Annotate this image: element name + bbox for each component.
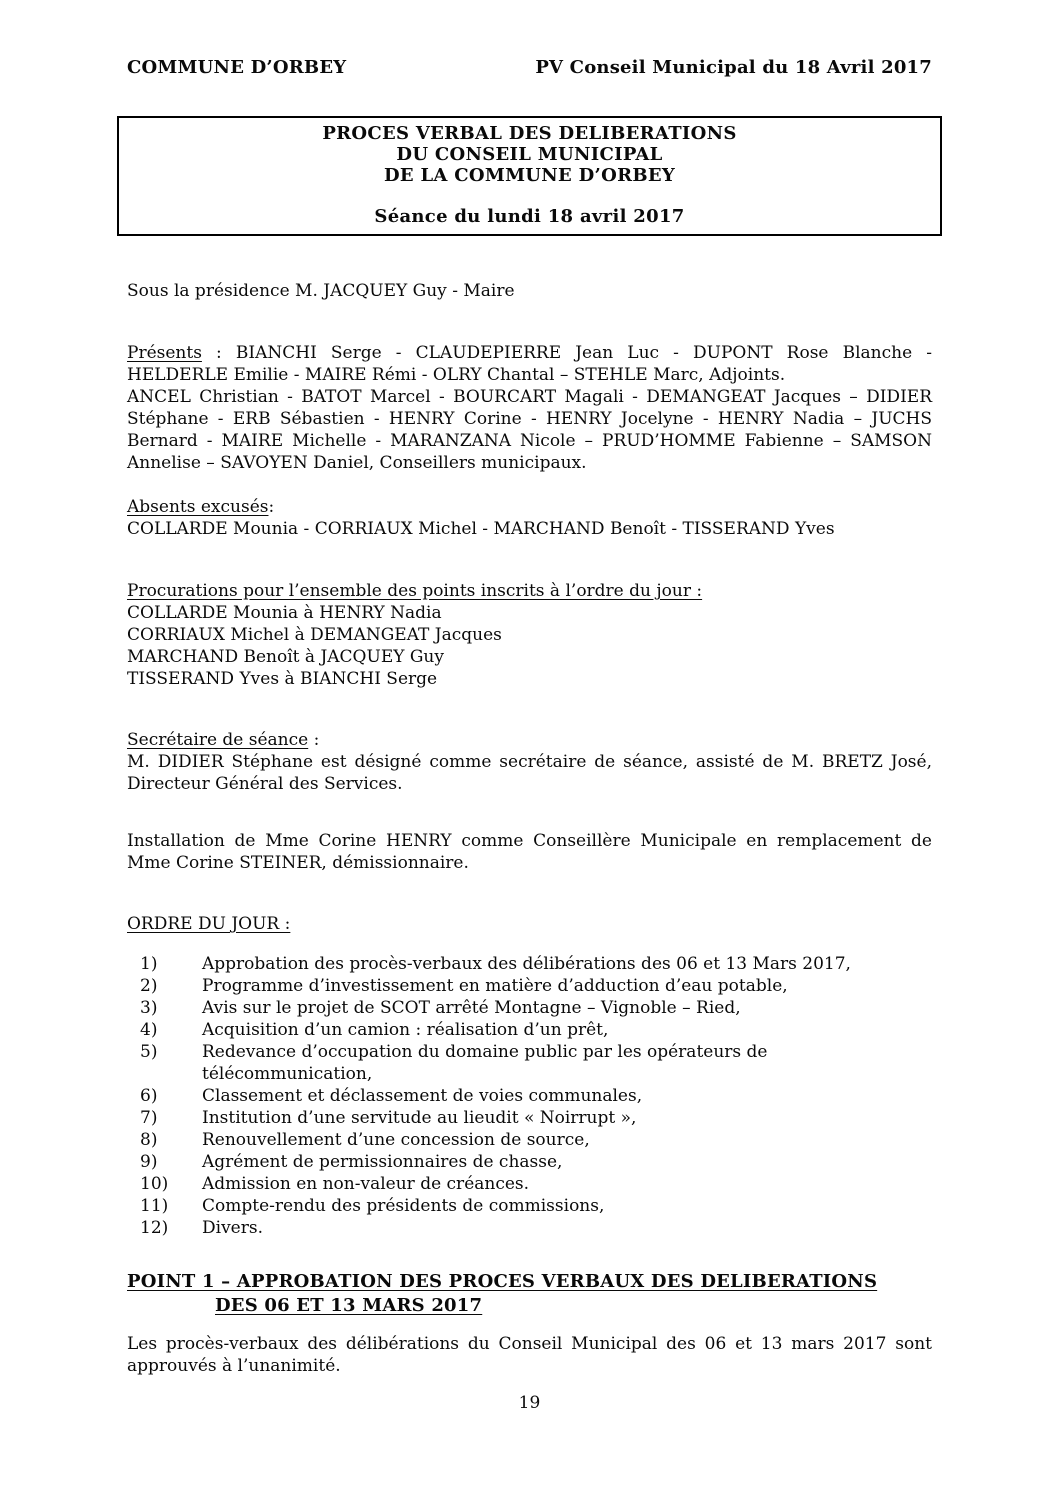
agenda-item-number: 9) bbox=[140, 1152, 158, 1172]
secretaire-heading bbox=[127, 729, 932, 751]
presents-section bbox=[127, 342, 932, 474]
agenda-item bbox=[127, 975, 932, 997]
point1-body: Les procès-verbaux des délibérations du Conseil Municipal des 06 et 13 mars 2017 sont approuvés à l’unanimité. bbox=[127, 1334, 932, 1376]
agenda-item-number: 3) bbox=[140, 998, 158, 1018]
agenda-item-number: 11) bbox=[140, 1196, 169, 1216]
procuration-item: MARCHAND Benoît à JACQUEY Guy bbox=[127, 647, 444, 667]
agenda-item-text: Renouvellement d’une concession de source, bbox=[202, 1130, 590, 1150]
agenda-item bbox=[127, 1151, 932, 1173]
presents-adjoints-text: BIANCHI Serge - CLAUDEPIERRE Jean Luc - DUPONT Rose Blanche - HELDERLE Emilie - MAIRE Rémi - OLRY Chantal – STEHLE Marc, Adjoints. bbox=[127, 343, 932, 385]
agenda-item-number: 2) bbox=[140, 976, 158, 996]
agenda-item-text: Admission en non-valeur de créances. bbox=[202, 1174, 530, 1194]
ordre-du-jour-heading bbox=[127, 913, 932, 935]
point1-heading-line2 bbox=[127, 1294, 932, 1318]
absents-section bbox=[127, 496, 932, 540]
procuration-item: CORRIAUX Michel à DEMANGEAT Jacques bbox=[127, 625, 502, 645]
secretaire-colon: : bbox=[308, 730, 320, 750]
agenda-item-number: 7) bbox=[140, 1108, 158, 1128]
agenda-item-text: Divers. bbox=[202, 1218, 263, 1238]
presents-separator: : bbox=[201, 343, 236, 363]
agenda-item-text: Agrément de permissionnaires de chasse, bbox=[202, 1152, 563, 1172]
procurations-label: Procurations pour l’ensemble des points inscrits à l’ordre du jour : bbox=[127, 581, 703, 601]
agenda-item-number: 8) bbox=[140, 1130, 158, 1150]
agenda-item bbox=[127, 997, 932, 1019]
agenda-item-number: 10) bbox=[140, 1174, 169, 1194]
agenda-item-number: 5) bbox=[140, 1042, 158, 1062]
title-line-3: DE LA COMMUNE D’ORBEY bbox=[383, 165, 676, 186]
agenda-item-number: 12) bbox=[140, 1218, 169, 1238]
point1-heading-line1: POINT 1 – APPROBATION DES PROCES VERBAUX DES DELIBERATIONS bbox=[127, 1271, 878, 1292]
installation-text: Installation de Mme Corine HENRY comme Conseillère Municipale en remplacement de Mme Corine STEINER, démissionnaire. bbox=[127, 831, 932, 873]
title-line-1: PROCES VERBAL DES DELIBERATIONS bbox=[322, 123, 737, 144]
secretaire-section bbox=[127, 729, 932, 795]
absents-heading bbox=[127, 496, 932, 518]
agenda-item bbox=[127, 1019, 932, 1041]
agenda-item-text: Avis sur le projet de SCOT arrêté Montagne – Vignoble – Ried, bbox=[202, 998, 741, 1018]
agenda-item-text: Redevance d’occupation du domaine public par les opérateurs de télécommunication, bbox=[202, 1042, 768, 1084]
point1-heading-line2-text: DES 06 ET 13 MARS 2017 bbox=[215, 1295, 483, 1316]
agenda-item bbox=[127, 1107, 932, 1129]
secretaire-text: M. DIDIER Stéphane est désigné comme secrétaire de séance, assisté de M. BRETZ José, Directeur Général des Services. bbox=[127, 752, 932, 794]
header-commune: COMMUNE D’ORBEY bbox=[127, 57, 347, 78]
header-pv-date: PV Conseil Municipal du 18 Avril 2017 bbox=[535, 57, 932, 78]
agenda-item-number: 4) bbox=[140, 1020, 158, 1040]
procuration-item: TISSERAND Yves à BIANCHI Serge bbox=[127, 669, 438, 689]
agenda-item-number: 1) bbox=[140, 954, 158, 974]
session-date: Séance du lundi 18 avril 2017 bbox=[374, 206, 685, 227]
ordre-du-jour-label: ORDRE DU JOUR : bbox=[127, 914, 291, 934]
presents-conseillers: ANCEL Christian - BATOT Marcel - BOURCART Magali - DEMANGEAT Jacques – DIDIER Stéphane - ERB Sébastien - HENRY Corine - HENRY Jocelyne - HENRY Nadia – JUCHS Bernard - MAIRE Michelle - MARANZANA Nicole – PRUD’HOMME Fabienne – SAMSON Annelise – SAVOYEN Daniel, Conseillers municipaux. bbox=[127, 387, 932, 473]
document-header bbox=[127, 57, 932, 79]
page-number: 19 bbox=[518, 1393, 541, 1413]
title-box bbox=[117, 116, 942, 236]
procurations-section bbox=[127, 580, 932, 690]
point1-heading bbox=[127, 1270, 932, 1318]
agenda-item bbox=[127, 953, 932, 975]
agenda-item-number: 6) bbox=[140, 1086, 158, 1106]
presents-adjoints bbox=[127, 342, 932, 386]
agenda-item-text: Programme d’investissement en matière d’adduction d’eau potable, bbox=[202, 976, 788, 996]
secretaire-label: Secrétaire de séance bbox=[127, 730, 309, 750]
agenda-item bbox=[127, 1217, 932, 1239]
agenda-item bbox=[127, 1085, 932, 1107]
absents-names: COLLARDE Mounia - CORRIAUX Michel - MARCHAND Benoît - TISSERAND Yves bbox=[127, 519, 835, 539]
installation-section bbox=[127, 830, 932, 874]
agenda-item-text: Approbation des procès-verbaux des délibérations des 06 et 13 Mars 2017, bbox=[202, 954, 851, 974]
procuration-item: COLLARDE Mounia à HENRY Nadia bbox=[127, 603, 442, 623]
agenda-item-text: Compte-rendu des présidents de commissions, bbox=[202, 1196, 605, 1216]
presents-label: Présents bbox=[127, 343, 202, 363]
presidence-line: Sous la présidence M. JACQUEY Guy - Maire bbox=[127, 281, 515, 301]
agenda-item bbox=[127, 1129, 932, 1151]
agenda-item-text: Institution d’une servitude au lieudit « Noirrupt », bbox=[202, 1108, 637, 1128]
title-line-2: DU CONSEIL MUNICIPAL bbox=[396, 144, 663, 165]
agenda-item bbox=[127, 1195, 932, 1217]
agenda-item bbox=[127, 1173, 932, 1195]
agenda-item-text: Acquisition d’un camion : réalisation d’un prêt, bbox=[202, 1020, 609, 1040]
absents-label: Absents excusés bbox=[127, 497, 269, 517]
agenda-item-text: Classement et déclassement de voies communales, bbox=[202, 1086, 643, 1106]
agenda-list bbox=[127, 953, 932, 1239]
absents-colon: : bbox=[268, 497, 275, 517]
agenda-item bbox=[127, 1041, 932, 1085]
